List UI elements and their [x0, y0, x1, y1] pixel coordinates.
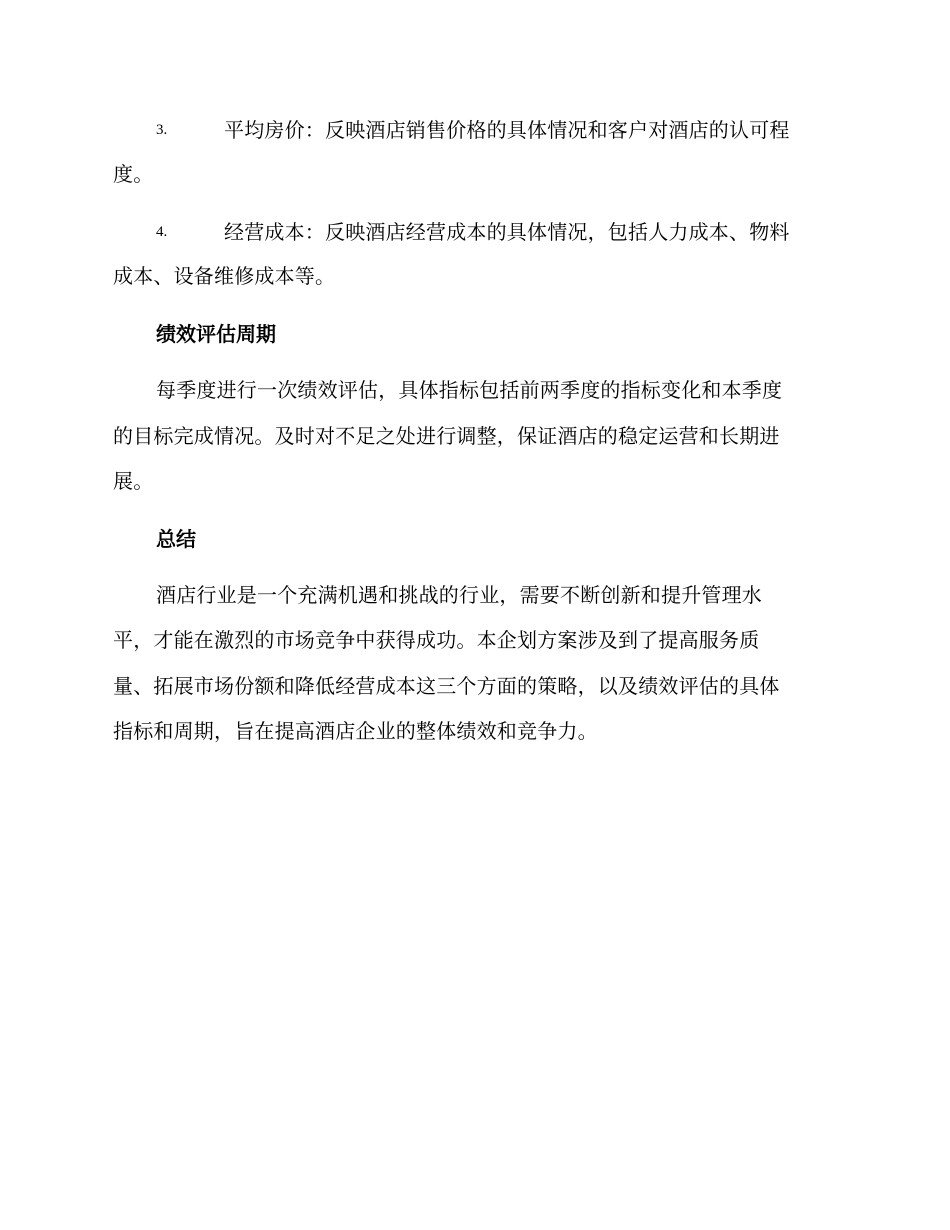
paragraph-line: 展。: [113, 469, 154, 493]
list-item-text-line: 平均房价：反映酒店销售价格的具体情况和客户对酒店的认可程: [224, 118, 790, 142]
list-item-number: 3.: [156, 122, 168, 138]
section-heading: 绩效评估周期: [156, 322, 276, 346]
paragraph-line: 每季度进行一次绩效评估，具体指标包括前两季度的指标变化和本季度: [156, 378, 783, 402]
list-item-text-line: 经营成本：反映酒店经营成本的具体情况，包括人力成本、物料: [224, 220, 790, 244]
list-item-text-line: 成本、设备维修成本等。: [113, 264, 336, 288]
paragraph-line: 量、拓展市场份额和降低经营成本这三个方面的策略，以及绩效评估的具体: [113, 674, 780, 698]
list-item-number: 4.: [156, 224, 168, 240]
paragraph-line: 的目标完成情况。及时对不足之处进行调整，保证酒店的稳定运营和长期进: [113, 424, 780, 448]
section-heading: 总结: [156, 527, 196, 551]
paragraph-line: 平，才能在激烈的市场竞争中获得成功。本企划方案涉及到了提高服务质: [113, 628, 760, 652]
list-item-text-line: 度。: [113, 162, 154, 186]
paragraph-line: 酒店行业是一个充满机遇和挑战的行业，需要不断创新和提升管理水: [156, 583, 762, 607]
paragraph-line: 指标和周期，旨在提高酒店企业的整体绩效和竞争力。: [113, 719, 598, 743]
